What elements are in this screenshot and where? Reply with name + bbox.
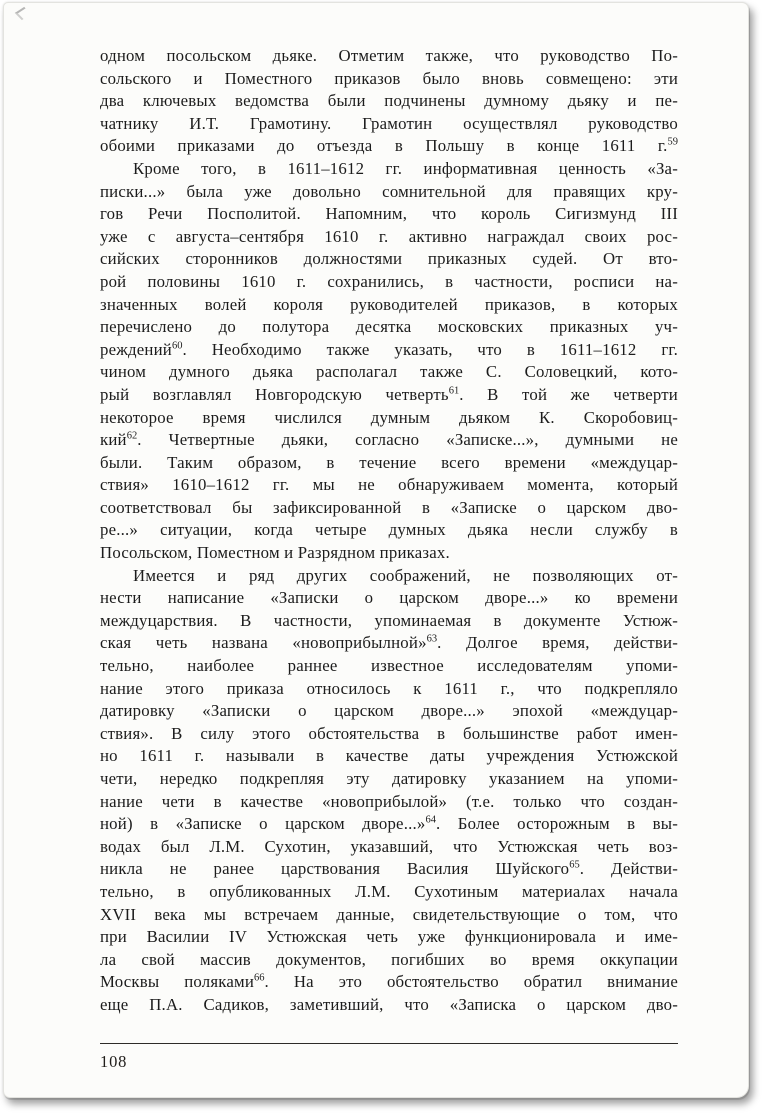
text-line: кий$^{62}$. Четвертные дьяки, согласно «Записке...», думными не: [100, 430, 678, 450]
page-text: [100, 45, 678, 1017]
text-line: датировку «Записки о царском дворе...» эпохой «междуцар-: [100, 701, 678, 721]
text-line: ствия» 1610–1612 гг. мы не обнаруживаем момента, который: [100, 475, 678, 495]
text-line: нание этого приказа относилось к 1611 г., что подкрепляло: [100, 678, 678, 698]
scan-artifact: [15, 7, 32, 20]
text-line: чином думного дьяка располагал также С. Соловецкий, кото-: [100, 362, 678, 382]
book-page: [3, 2, 749, 1098]
footnote-ref: 66: [254, 972, 265, 984]
text-line: чети, нередко подкрепляя эту датировку указанием на упоми-: [100, 769, 678, 788]
text-line: значенных волей короля руководителей приказов, в которых: [100, 294, 678, 314]
text-line: чатнику И.Т. Грамотину. Грамотин осуществлял руководство: [100, 113, 678, 133]
text-line: сольского и Поместного приказов было вновь совмещено: эти: [100, 68, 678, 88]
text-line: два ключевых ведомства были подчинены думному дьяку и пе-: [100, 91, 678, 111]
text-line: нание чети в качестве «новоприбылой» (т.е. только что создан-: [100, 791, 678, 811]
text-column: [100, 45, 678, 1072]
text-line: уже с августа–сентября 1610 г. активно награждал своих рос-: [100, 226, 678, 246]
text-line: перечислено до полутора десятка московских приказных уч-: [100, 317, 678, 337]
text-line: некоторое время числился думным дьяком К. Скоробовиц-: [100, 407, 678, 427]
text-line: были. Таким образом, в течение всего времени «междуцар-: [100, 452, 678, 472]
text-line: при Василии IV Устюжская четь уже функционировала и име-: [100, 927, 678, 947]
footnote-ref: 60: [171, 340, 183, 352]
text-line: гов Речи Посполитой. Напомним, что король Сигизмунд III: [100, 204, 678, 224]
text-line: реждений$^{60}$. Необходимо также указать, что в 1611–1612 гг.: [100, 339, 678, 359]
text-line: но 1611 г. называли в качестве даты учреждения Устюжской: [100, 746, 678, 766]
page-footer: [100, 1043, 678, 1072]
text-line: рой половины 1610 г. сохранились, в частности, росписи на-: [100, 271, 678, 291]
text-line: никла не ранее царствования Василия Шуйского$^{65}$. Действи-: [100, 859, 678, 879]
text-line: ская четь названа «новоприбылной»$^{63}$. Долгое время, действи-: [100, 633, 678, 653]
text-line: тельно, наиболее раннее известное исследователям упоми-: [100, 656, 678, 676]
text-line: ла свой массив документов, погибших во время оккупации: [100, 949, 678, 969]
footnote-ref: 62: [126, 430, 138, 442]
text-line: ствия». В силу этого обстоятельства в большинстве работ имен-: [100, 723, 678, 743]
text-line: Посольском, Поместном и Разрядном приказах.: [100, 543, 450, 563]
text-line: водах был Л.М. Сухотин, указавший, что Устюжская четь воз-: [100, 836, 678, 856]
text-line: Имеется и ряд других соображений, не позволяющих от-: [133, 565, 678, 585]
text-line: ной) в «Записке о царском дворе...»$^{64}$. Более осторожным в вы-: [100, 814, 678, 834]
text-line: рый возглавлял Новгородскую четверть$^{61}$. В той же четверти: [100, 384, 678, 404]
text-line: междуцарствия. В частности, упоминаемая в документе Устюж-: [100, 610, 678, 630]
text-line: нести написание «Записки о царском дворе...» ко времени: [100, 588, 678, 608]
text-line: сийских сторонников должностями приказных судей. От вто-: [100, 249, 678, 269]
footnote-ref: 64: [425, 814, 436, 826]
page-number: 108: [100, 1051, 128, 1071]
text-line: писки...» была уже довольно сомнительной для правящих кру-: [100, 181, 678, 201]
text-line: обоими приказами до отъезда в Польшу в конце 1611 г.$^{59}$: [100, 136, 678, 156]
text-line: соответствовал бы зафиксированной в «Записке о царском дво-: [100, 497, 678, 517]
footnote-ref: 63: [426, 633, 438, 645]
paragraph: [100, 158, 678, 565]
text-line: тельно, в опубликованных Л.М. Сухотиным материалах начала: [100, 881, 678, 901]
paragraph: [100, 45, 678, 158]
text-line: ре...» ситуации, когда четыре думных дьяка несли службу в: [100, 520, 678, 540]
text-line: Кроме того, в 1611–1612 гг. информативная ценность «За-: [133, 158, 678, 178]
text-line: еще П.А. Садиков, заметивший, что «Записка о царском дво-: [100, 994, 678, 1014]
text-line: XVII века мы встречаем данные, свидетельствующие о том, что: [100, 904, 678, 924]
paragraph: [100, 565, 678, 1017]
footer-rule: [100, 1043, 678, 1044]
text-line: Москвы поляками$^{66}$. На это обстоятельство обратил внимание: [100, 972, 678, 992]
footnote-ref: 61: [448, 385, 460, 397]
text-line: одном посольском дьяке. Отметим также, что руководство По-: [100, 46, 678, 65]
footnote-ref: 65: [569, 859, 580, 871]
footnote-ref: 59: [667, 136, 678, 148]
